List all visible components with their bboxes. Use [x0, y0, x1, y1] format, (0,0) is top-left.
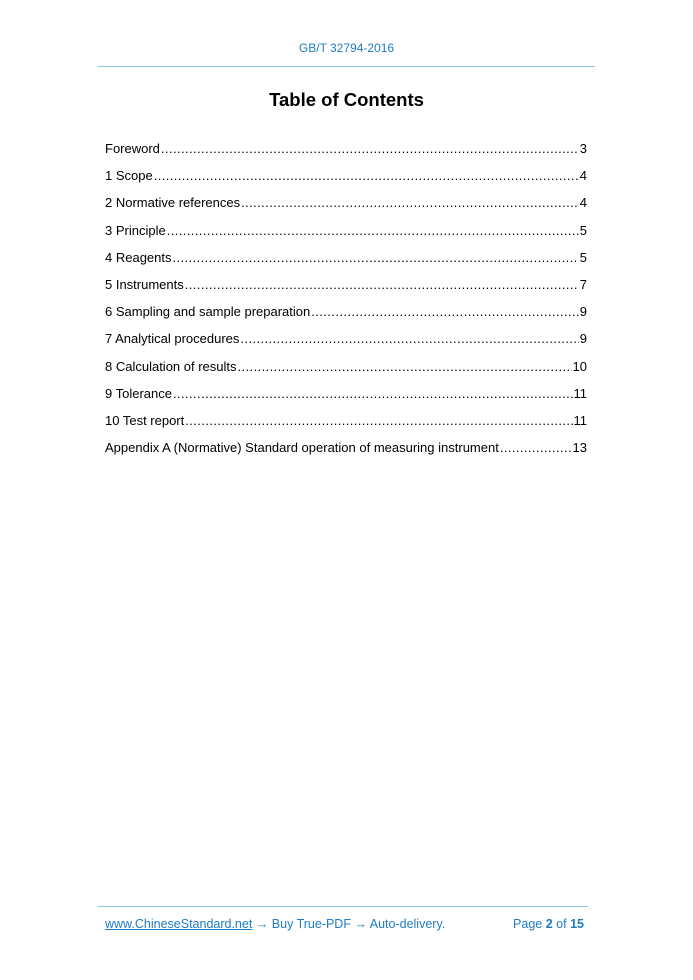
site-link[interactable]: www.ChineseStandard.net: [105, 917, 253, 931]
toc-dot-leader: [240, 328, 578, 350]
footer-divider: [98, 906, 588, 907]
toc-entry-calculation[interactable]: [105, 356, 587, 383]
toc-title: Table of Contents: [269, 89, 424, 110]
toc-dot-leader: [161, 138, 579, 160]
toc-entry-label: 7 Analytical procedures: [105, 331, 240, 347]
footer-promo: [105, 914, 445, 934]
toc-entry-page: 11: [573, 385, 587, 401]
current-page: 2: [545, 917, 553, 931]
toc-entry-test-report[interactable]: [105, 410, 587, 437]
toc-entry-label: 10 Test report: [105, 412, 185, 428]
toc-dot-leader: [173, 247, 579, 269]
page-label: Page: [513, 917, 543, 931]
toc-dot-leader: [238, 356, 572, 378]
toc-dot-leader: [500, 437, 572, 459]
total-pages: 15: [570, 917, 584, 931]
toc-entry-page: 5: [579, 249, 587, 265]
toc-entry-instruments[interactable]: [105, 274, 587, 301]
toc-entry-label: 2 Normative references: [105, 195, 241, 211]
toc-entry-page: 10: [572, 358, 587, 374]
toc-dot-leader: [173, 383, 573, 405]
toc-dot-leader: [185, 274, 579, 296]
arrow-right-icon: →: [354, 917, 367, 931]
toc-entry-page: 13: [572, 440, 587, 456]
toc-entry-reagents[interactable]: [105, 247, 587, 274]
toc-entry-page: 4: [579, 168, 587, 184]
toc-entry-page: 3: [579, 141, 587, 156]
toc-entry-analytical-procedures[interactable]: [105, 328, 587, 355]
header-divider: [98, 66, 595, 67]
toc-entry-label: 8 Calculation of results: [105, 358, 237, 374]
toc-entry-page: 11: [573, 412, 587, 428]
document-code-header: GB/T 32794-2016: [298, 41, 395, 55]
toc-entry-label: 1 Scope: [105, 168, 153, 184]
toc-entry-page: 9: [579, 331, 587, 347]
toc-entry-label: 3 Principle: [105, 222, 166, 238]
toc-entry-label: 5 Instruments: [105, 276, 184, 292]
toc-entry-appendix-a[interactable]: [105, 437, 587, 464]
toc-entry-tolerance[interactable]: [105, 383, 587, 410]
toc-entry-label: 4 Reagents: [105, 249, 172, 265]
delivery-text: Auto-delivery.: [369, 917, 446, 931]
toc-entry-sampling[interactable]: [105, 301, 587, 328]
page-number: [513, 914, 584, 934]
buy-text: Buy True-PDF: [271, 917, 351, 931]
arrow-right-icon: →: [255, 917, 269, 931]
toc-entry-page: 7: [579, 276, 587, 292]
toc-entry-scope[interactable]: [105, 165, 587, 192]
toc-dot-leader: [185, 410, 572, 432]
toc-entry-principle[interactable]: [105, 220, 587, 247]
toc-entry-label: Foreword: [105, 141, 160, 156]
toc-dot-leader: [154, 165, 579, 187]
toc-entry-label: Appendix A (Normative) Standard operation of measuring instrument: [105, 440, 499, 456]
toc-entry-page: 5: [579, 222, 587, 238]
toc-entry-label: 9 Tolerance: [105, 385, 172, 401]
toc-dot-leader: [241, 192, 579, 214]
toc-entry-foreword[interactable]: [105, 138, 587, 165]
toc-entry-label: 6 Sampling and sample preparation: [105, 304, 311, 320]
toc-entry-page: 4: [579, 195, 587, 211]
toc-dot-leader: [311, 301, 579, 323]
toc-entry-page: 9: [579, 304, 587, 320]
toc-entry-normative-references[interactable]: [105, 192, 587, 219]
table-of-contents: [105, 138, 587, 464]
toc-dot-leader: [167, 220, 579, 242]
of-label: of: [556, 917, 567, 931]
